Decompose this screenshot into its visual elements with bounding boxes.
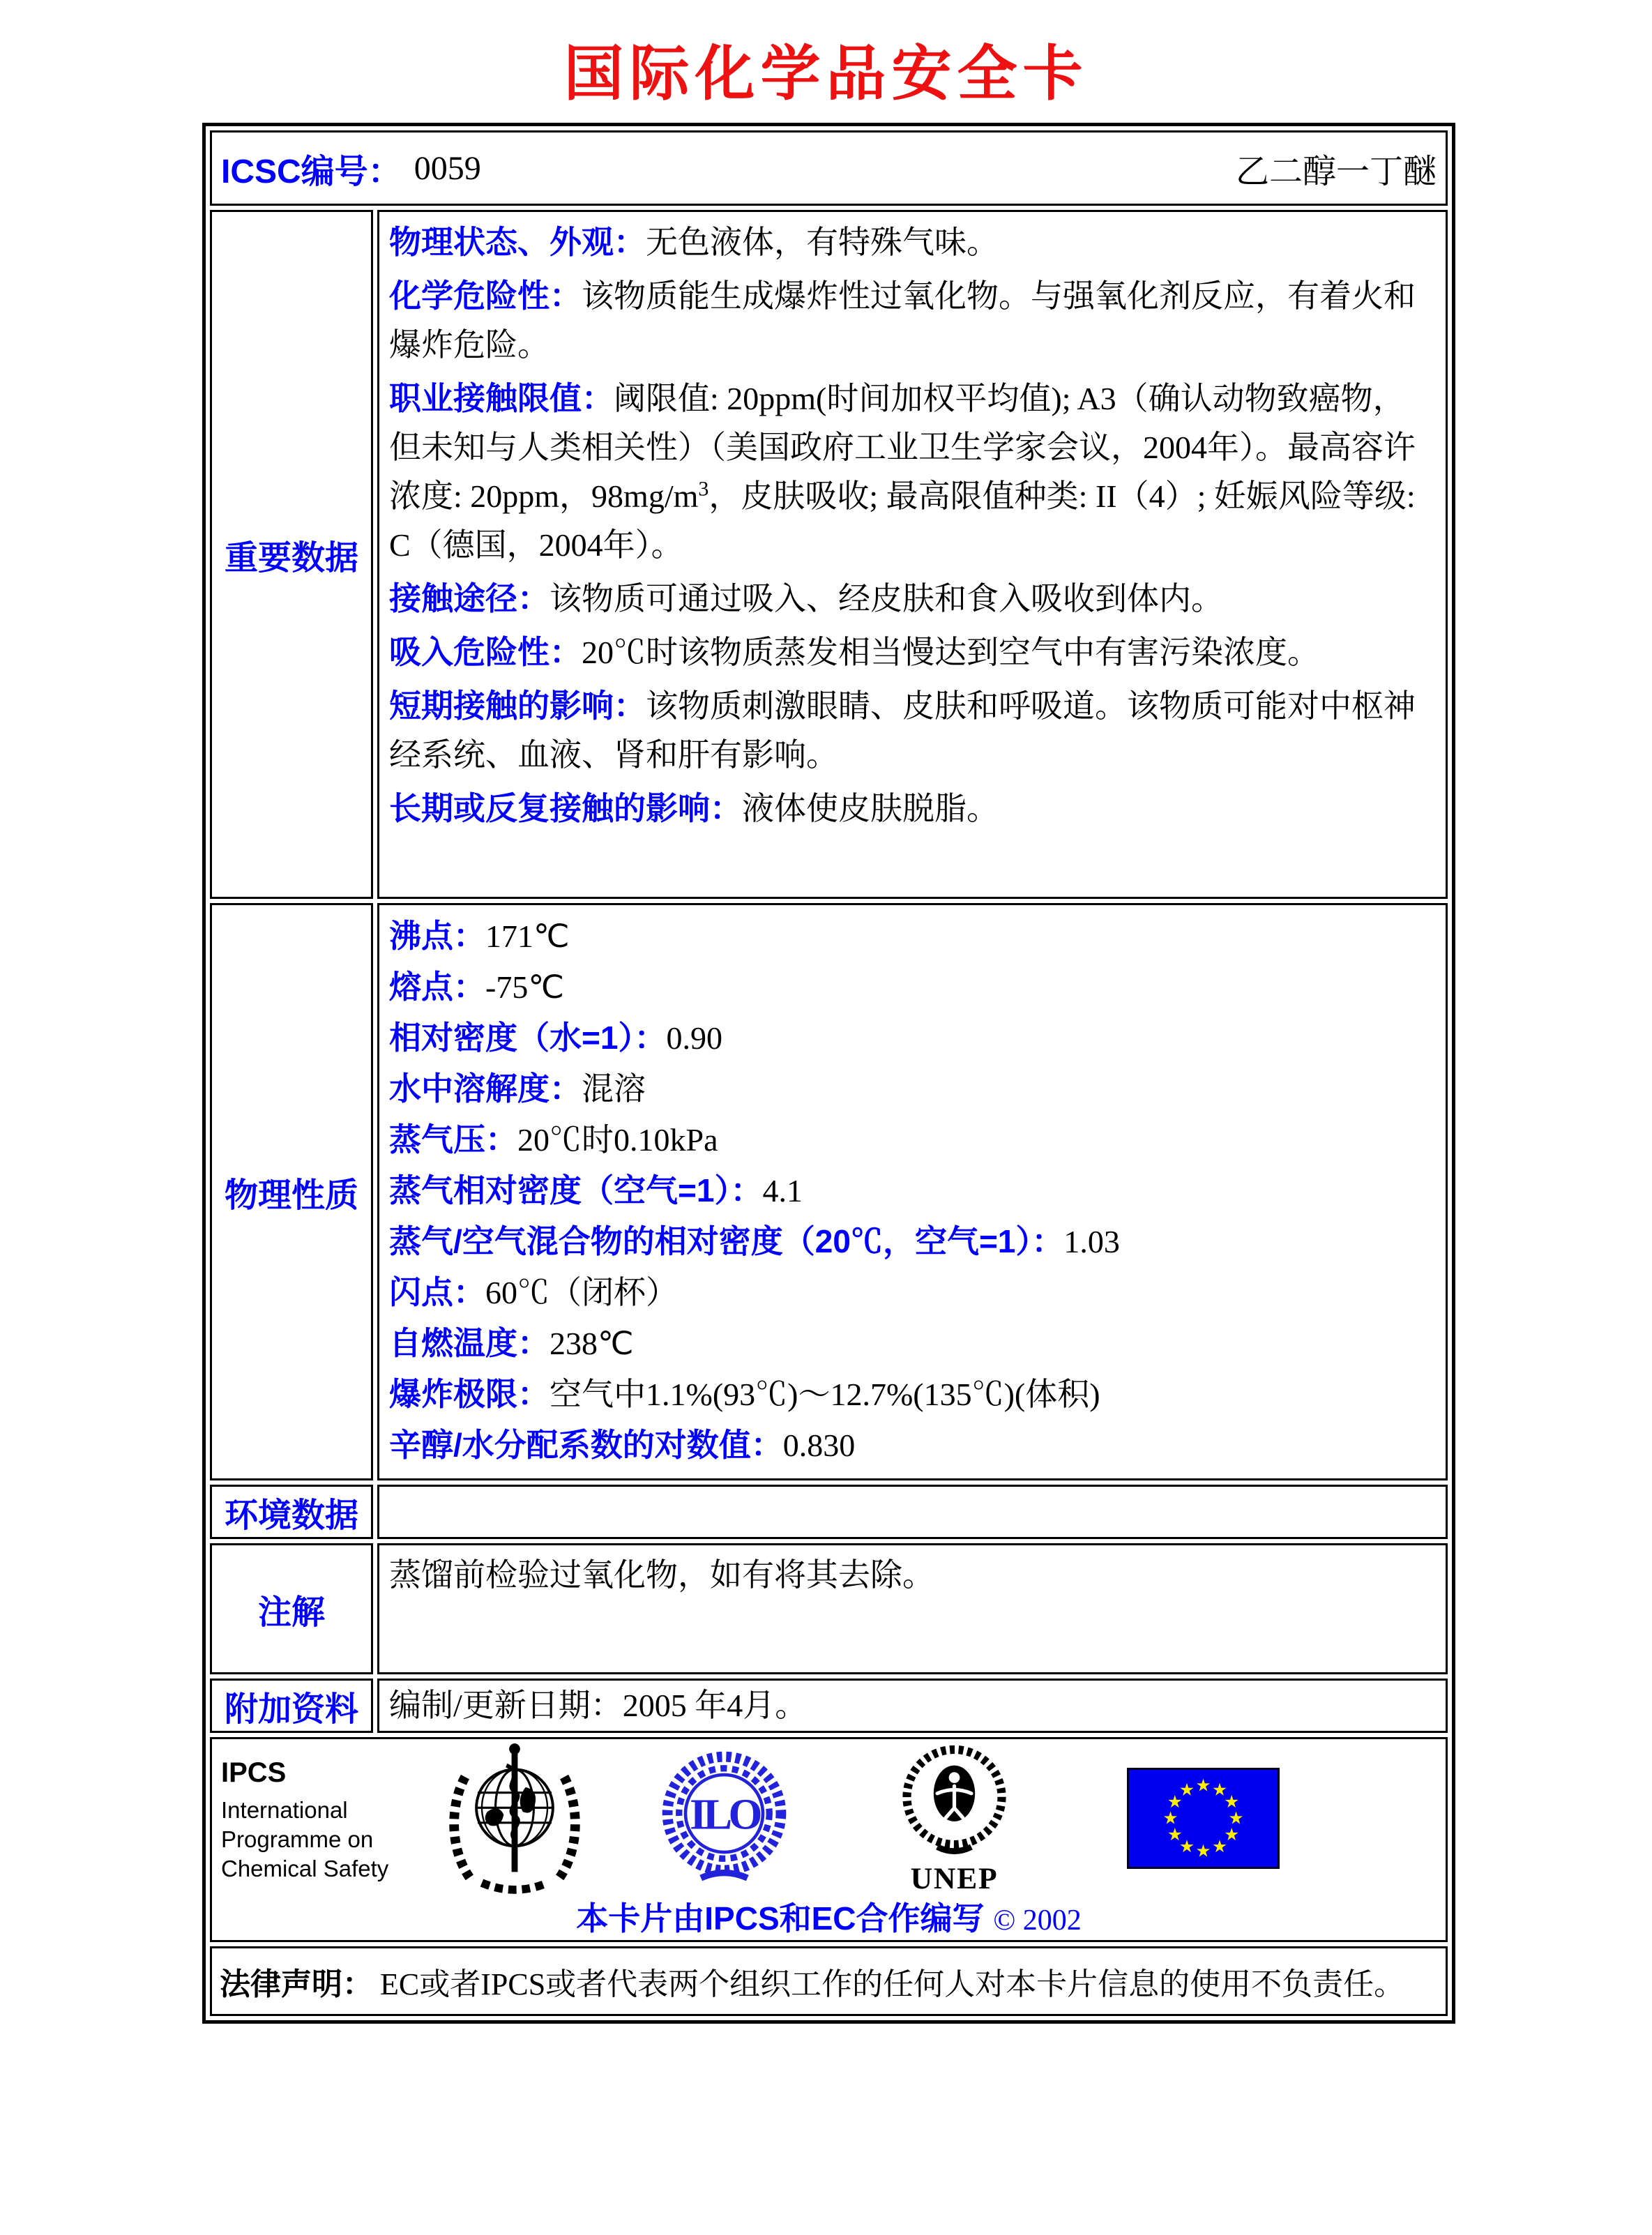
ipcs-text-block [221, 1757, 408, 1884]
physical-properties-content [377, 903, 1448, 1480]
field-value: 20℃时该物质蒸发相当慢达到空气中有害污染浓度。 [582, 635, 1319, 670]
legal-text: EC或者IPCS或者代表两个组织工作的任何人对本卡片信息的使用不负责任。 [380, 1967, 1405, 2001]
eu-flag-icon [1127, 1768, 1280, 1869]
important-data-row-label: 重要数据 [210, 210, 373, 899]
field-label: 职业接触限值： [389, 380, 614, 416]
field-label: 接触途径： [389, 580, 550, 616]
field-label: 沸点： [389, 918, 485, 954]
field-label: 辛醇/水分配系数的对数值： [389, 1427, 783, 1463]
field-value: 171℃ [485, 918, 570, 954]
field-label: 吸入危险性： [389, 634, 582, 670]
notes-row-label: 注解 [210, 1543, 373, 1674]
field-value: 空气中1.1%(93℃)～12.7%(135℃)(体积) [550, 1377, 1100, 1412]
physical-item-octanol-water-partition [389, 1420, 1436, 1471]
field-value: -75℃ [485, 969, 564, 1005]
icsc-number-value: 0059 [414, 149, 481, 187]
field-value: ，皮肤吸收; 最高限值种类: II（4）; 妊娠风险等级: C（德国，2004年）。 [389, 478, 1416, 563]
field-label: 短期接触的影响： [389, 688, 646, 724]
physical-item-relative-density [389, 1013, 1436, 1063]
important-item-occupational-limits [389, 374, 1436, 570]
field-value: 0.830 [782, 1427, 856, 1463]
row-additional-info [210, 1679, 1448, 1733]
field-label: 闪点： [389, 1274, 485, 1310]
logos-cell [210, 1737, 1448, 1942]
row-important-data [210, 210, 1448, 899]
logos-strip [213, 1740, 1445, 1895]
unep-logo-icon [893, 1740, 1015, 1897]
field-label: 长期或反复接触的影响： [389, 790, 742, 826]
ilo-logo-icon [660, 1749, 789, 1887]
physical-item-vapor-air-mixture-density [389, 1216, 1436, 1267]
ipcs-line: International [221, 1796, 348, 1823]
legal-cell [210, 1946, 1448, 2016]
field-value: 4.1 [762, 1173, 803, 1209]
row-environmental-data [210, 1485, 1448, 1539]
superscript: 3 [698, 477, 709, 501]
field-value: 混溶 [582, 1071, 646, 1107]
field-value: 阈限值: 20ppm(时间加权平均值); A3（确认动物致癌物，但未知与人类相关性）（美国政府工业卫生学家会议，2004年）。最高容许浓度: 20ppm，98mg/m [389, 381, 1416, 514]
important-item-inhalation-risk [389, 628, 1436, 677]
physical-item-melting-point [389, 962, 1436, 1013]
who-logo-icon [446, 1741, 583, 1895]
field-value: 20℃时0.10kPa [517, 1122, 718, 1158]
additional-info-row-label: 附加资料 [210, 1679, 373, 1733]
physical-item-water-solubility [389, 1063, 1436, 1114]
field-label: 物理状态、外观： [389, 224, 646, 260]
ipcs-line: Programme on [221, 1826, 374, 1852]
field-value: 60℃（闭杯） [485, 1275, 678, 1310]
ipcs-line: Chemical Safety [221, 1855, 389, 1881]
chemical-name: 乙二醇一丁醚 [1235, 153, 1437, 190]
physical-item-boiling-point [389, 911, 1436, 962]
physical-item-autoignition-temperature [389, 1318, 1436, 1369]
field-value: 该物质刺激眼睛、皮肤和呼吸道。该物质可能对中枢神经系统、血液、肾和肝有影响。 [389, 688, 1416, 773]
ipcs-acronym: IPCS [221, 1757, 287, 1788]
field-value: 该物质可通过吸入、经皮肤和食入吸收到体内。 [550, 581, 1223, 616]
field-label: 蒸气压： [389, 1121, 517, 1158]
row-logos [210, 1737, 1448, 1942]
field-label: 水中溶解度： [389, 1070, 582, 1107]
physical-item-vapor-pressure [389, 1114, 1436, 1165]
important-item-long-term-effects [389, 784, 1436, 833]
field-value: 238℃ [550, 1326, 634, 1361]
field-value: 1.03 [1063, 1224, 1120, 1259]
notes-content: 蒸馏前检验过氧化物，如有将其去除。 [377, 1543, 1448, 1674]
important-item-chemical-danger [389, 271, 1436, 370]
physical-item-vapor-relative-density [389, 1165, 1436, 1216]
field-label: 自燃温度： [389, 1325, 550, 1361]
field-label: 蒸气相对密度（空气=1）： [389, 1172, 763, 1209]
field-value: 该物质能生成爆炸性过氧化物。与强氧化剂反应，有着火和爆炸危险。 [389, 278, 1416, 363]
row-physical-properties [210, 903, 1448, 1480]
row-legal [210, 1946, 1448, 2016]
header-row [210, 130, 1448, 206]
svg-text:UNEP: UNEP [910, 1861, 999, 1895]
additional-info-content: 编制/更新日期：2005 年4月。 [377, 1679, 1448, 1733]
field-label: 相对密度（水=1）： [389, 1020, 667, 1056]
field-label: 蒸气/空气混合物的相对密度（20℃，空气=1）： [389, 1223, 1064, 1259]
caption-text: 本卡片由IPCS和EC合作编写 [576, 1900, 985, 1937]
field-label: 化学危险性： [389, 278, 582, 314]
field-value: 0.90 [666, 1020, 722, 1056]
environmental-data-row-label: 环境数据 [210, 1485, 373, 1539]
cooperation-caption [213, 1893, 1445, 1939]
environmental-data-content [377, 1485, 1448, 1539]
important-item-physical-state [389, 218, 1436, 267]
icsc-card-table [202, 123, 1455, 2024]
field-label: 爆炸极限： [389, 1376, 550, 1412]
important-item-short-term-effects [389, 681, 1436, 780]
physical-properties-row-label: 物理性质 [210, 903, 373, 1480]
field-label: 熔点： [389, 969, 485, 1005]
row-notes [210, 1543, 1448, 1674]
page-title: 国际化学品安全卡 [563, 40, 1089, 107]
important-item-exposure-routes [389, 574, 1436, 623]
field-value: 无色液体，有特殊气味。 [646, 225, 999, 260]
caption-copyright: © 2002 [993, 1904, 1082, 1937]
important-data-content [377, 210, 1448, 899]
header-cell [210, 130, 1448, 206]
icsc-number-label: ICSC编号： [221, 153, 402, 190]
field-value: 液体使皮肤脱脂。 [742, 791, 999, 826]
physical-item-explosive-limits [389, 1369, 1436, 1420]
physical-item-flash-point [389, 1267, 1436, 1318]
legal-label: 法律声明： [220, 1967, 373, 2001]
svg-text:ILO: ILO [690, 1789, 759, 1839]
